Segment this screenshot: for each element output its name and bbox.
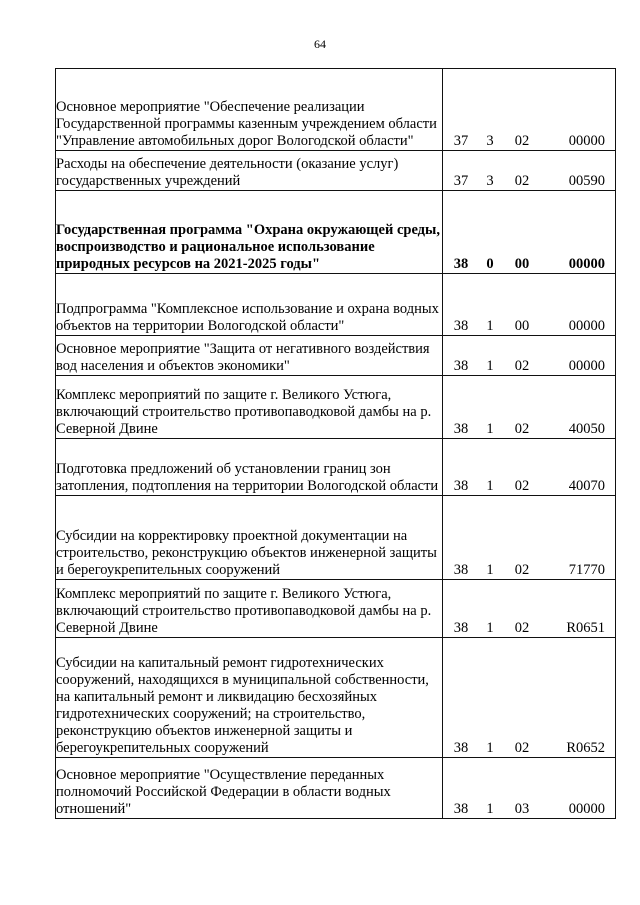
code-subprogram: 1	[486, 318, 494, 334]
code-direction: R0652	[566, 740, 605, 756]
row-description-cell	[56, 69, 443, 151]
code-subprogram: 3	[486, 133, 494, 149]
table-row	[56, 151, 616, 191]
table-row	[56, 439, 616, 496]
row-description-cell	[56, 191, 443, 274]
code-event: 02	[514, 421, 530, 437]
table-row	[56, 758, 616, 819]
row-description-cell	[56, 151, 443, 191]
code-subprogram: 1	[486, 562, 494, 578]
code-direction: 40070	[568, 478, 605, 494]
code-event: 00	[514, 318, 530, 334]
code-event: 02	[514, 620, 530, 636]
code-program: 38	[453, 358, 469, 374]
code-program: 37	[453, 133, 469, 149]
page-number: 64	[314, 37, 326, 51]
code-program: 38	[453, 421, 469, 437]
code-event: 02	[514, 478, 530, 494]
code-event: 00	[514, 256, 530, 272]
code-direction: 00000	[568, 318, 605, 334]
row-codes-cell	[443, 151, 616, 191]
code-direction: 00590	[568, 173, 605, 189]
row-description: Субсидии на корректировку проектной документации на строительство, реконструкцию объектов инженерной защиты и берегоукрепительных сооружений	[56, 528, 437, 578]
row-description: Основное мероприятие "Защита от негативного воздействия вод населения и объектов экономики"	[56, 341, 430, 374]
table-row	[56, 638, 616, 758]
code-event: 03	[514, 801, 530, 817]
code-program: 38	[453, 478, 469, 494]
row-codes-cell	[443, 191, 616, 274]
row-codes-cell	[443, 336, 616, 376]
row-description: Расходы на обеспечение деятельности (оказание услуг) государственных учреждений	[56, 156, 399, 189]
code-program: 38	[453, 620, 469, 636]
table-row	[56, 191, 616, 274]
code-program: 38	[453, 801, 469, 817]
row-description-cell	[56, 638, 443, 758]
code-program: 38	[453, 562, 469, 578]
code-program: 37	[453, 173, 469, 189]
row-description: Комплекс мероприятий по защите г. Великого Устюга, включающий строительство противопаводковой дамбы на р. Северной Двине	[56, 387, 432, 437]
code-subprogram: 1	[486, 620, 494, 636]
table-row	[56, 580, 616, 638]
code-subprogram: 1	[486, 421, 494, 437]
row-codes-cell	[443, 439, 616, 496]
code-direction: 00000	[568, 133, 605, 149]
code-event: 02	[514, 133, 530, 149]
code-subprogram: 1	[486, 358, 494, 374]
row-codes-cell	[443, 758, 616, 819]
row-description-cell	[56, 496, 443, 580]
row-description: Подготовка предложений об установлении границ зон затопления, подтопления на территории Вологодской области	[56, 461, 439, 494]
table-row	[56, 336, 616, 376]
code-direction: R0651	[566, 620, 605, 636]
budget-classification-table	[55, 68, 616, 819]
code-program: 38	[453, 740, 469, 756]
table-row	[56, 274, 616, 336]
row-description: Подпрограмма "Комплексное использование и охрана водных объектов на территории Вологодской области"	[56, 301, 439, 334]
code-event: 02	[514, 173, 530, 189]
row-description: Основное мероприятие "Осуществление переданных полномочий Российской Федерации в области водных отношений"	[56, 767, 391, 817]
code-subprogram: 0	[486, 256, 494, 272]
code-program: 38	[453, 318, 469, 334]
row-codes-cell	[443, 274, 616, 336]
table-row	[56, 496, 616, 580]
row-codes-cell	[443, 69, 616, 151]
code-program: 38	[453, 256, 469, 272]
row-description: Субсидии на капитальный ремонт гидротехнических сооружений, находящихся в муниципальной собственности, на капитальный ремонт и ликвидацию бесхозяйных гидротехнических сооружений; на строительство, реконструкцию объектов инженерной защиты и берегоукрепительных сооружений	[56, 655, 429, 756]
row-description: Основное мероприятие "Обеспечение реализации Государственной программы казенным учреждением области "Управление автомобильных дорог Вологодской области"	[56, 99, 437, 149]
row-codes-cell	[443, 496, 616, 580]
row-description-cell	[56, 439, 443, 496]
row-description: Государственная программа "Охрана окружающей среды, воспроизводство и рациональное использование природных ресурсов на 2021-2025 годы"	[56, 222, 440, 272]
code-subprogram: 1	[486, 801, 494, 817]
table-row	[56, 376, 616, 439]
table-row	[56, 69, 616, 151]
row-description-cell	[56, 580, 443, 638]
code-direction: 00000	[568, 256, 605, 272]
code-subprogram: 1	[486, 478, 494, 494]
row-description: Комплекс мероприятий по защите г. Великого Устюга, включающий строительство противопаводковой дамбы на р. Северной Двине	[56, 586, 432, 636]
row-description-cell	[56, 274, 443, 336]
code-direction: 00000	[568, 801, 605, 817]
row-codes-cell	[443, 376, 616, 439]
row-description-cell	[56, 376, 443, 439]
row-codes-cell	[443, 638, 616, 758]
code-event: 02	[514, 358, 530, 374]
code-event: 02	[514, 740, 530, 756]
row-description-cell	[56, 336, 443, 376]
code-direction: 00000	[568, 358, 605, 374]
row-description-cell	[56, 758, 443, 819]
code-event: 02	[514, 562, 530, 578]
code-direction: 40050	[568, 421, 605, 437]
code-direction: 71770	[568, 562, 605, 578]
code-subprogram: 1	[486, 740, 494, 756]
row-codes-cell	[443, 580, 616, 638]
code-subprogram: 3	[486, 173, 494, 189]
